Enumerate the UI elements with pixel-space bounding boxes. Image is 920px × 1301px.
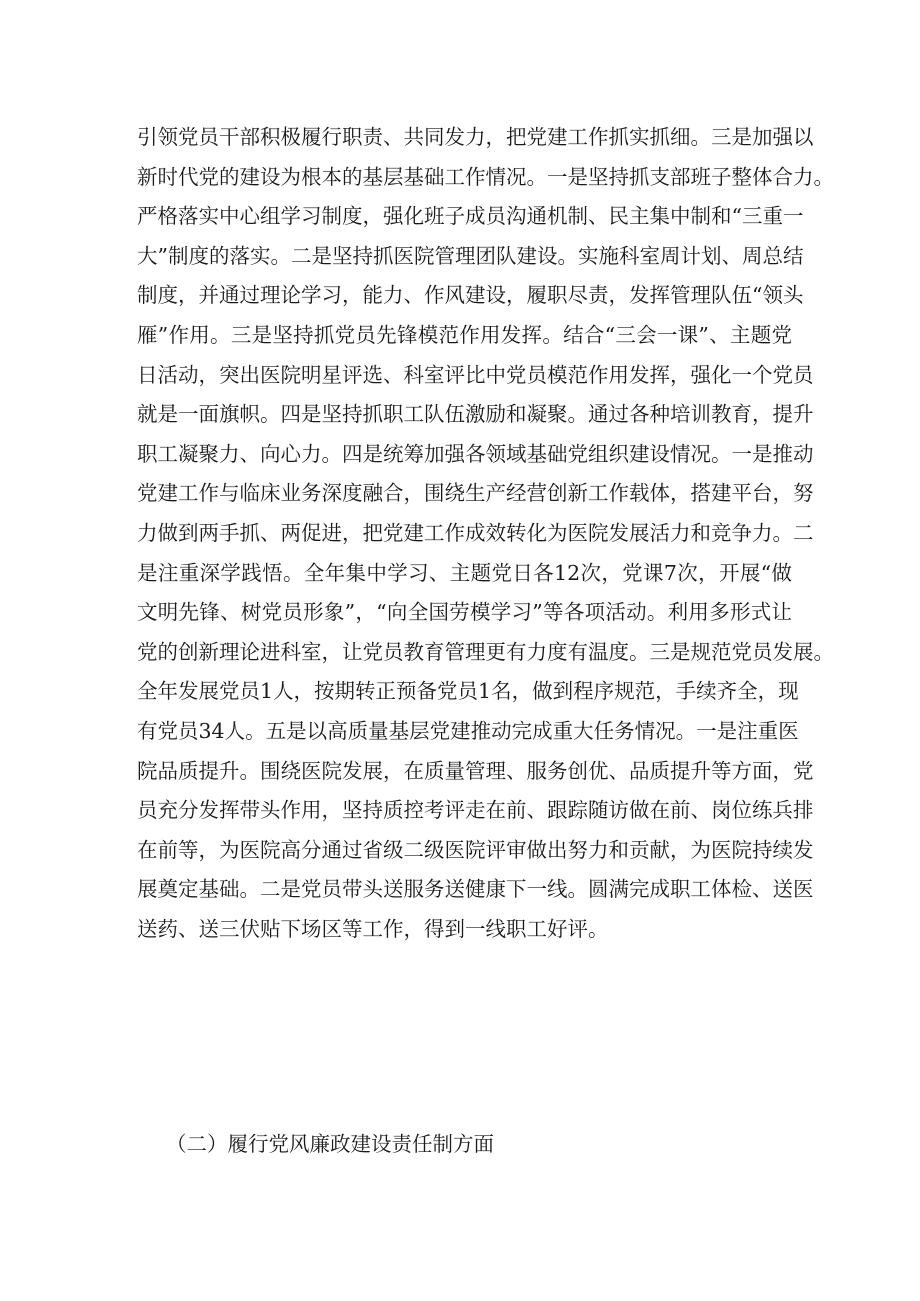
paragraph-line: 员充分发挥带头作用，坚持质控考评走在前、跟踪随访做在前、岗位练兵排 — [137, 798, 814, 823]
paragraph-line: 送药、送三伏贴下场区等工作，得到一线职工好评。 — [137, 916, 609, 941]
paragraph-line: 在前等，为医院高分通过省级二级医院评审做出努力和贡献，为医院持续发 — [137, 837, 814, 862]
paragraph-line: 党建工作与临床业务深度融合，围绕生产经营创新工作载体，搭建平台，努 — [137, 481, 814, 506]
paragraph-line: 日活动，突出医院明星评选、科室评比中党员模范作用发挥，强化一个党员 — [137, 362, 814, 387]
paragraph-line: 有党员34人。五是以高质量基层党建推动完成重大任务情况。一是注重医 — [137, 718, 799, 743]
paragraph-line: 全年发展党员1人，按期转正预备党员1名，做到程序规范，手续齐全，现 — [137, 679, 799, 704]
paragraph-line: 力做到两手抓、两促进，把党建工作成效转化为医院发展活力和竞争力。二 — [137, 520, 814, 545]
paragraph-line: 严格落实中心组学习制度，强化班子成员沟通机制、民主集中制和“三重一 — [137, 204, 804, 229]
paragraph-line: 是注重深学践悟。全年集中学习、主题党日各12次，党课7次，开展“做 — [137, 560, 792, 585]
paragraph-line: 引领党员干部积极履行职责、共同发力，把党建工作抓实抓细。三是加强以 — [137, 125, 814, 149]
paragraph-line: 党的创新理论进科室，让党员教育管理更有力度有温度。三是规范党员发展。 — [137, 639, 834, 664]
paragraph-line: 大”制度的落实。二是坚持抓医院管理团队建设。实施科室周计划、周总结 — [137, 243, 804, 268]
paragraph-line: 就是一面旗帜。四是坚持抓职工队伍激励和凝聚。通过各种培训教育，提升 — [137, 402, 814, 427]
paragraph-line: 院品质提升。围绕医院发展，在质量管理、服务创优、品质提升等方面，党 — [137, 758, 814, 783]
paragraph-line: 雁”作用。三是坚持抓党员先锋模范作用发挥。结合“三会一课”、主题党 — [137, 322, 792, 347]
section-heading: （二）履行党风廉政建设责任制方面 — [166, 1132, 494, 1156]
paragraph-line: 新时代党的建设为根本的基层基础工作情况。一是坚持抓支部班子整体合力。 — [137, 164, 834, 189]
paragraph-line: 制度，并通过理论学习，能力、作风建设，履职尽责，发挥管理队伍“领头 — [137, 283, 804, 308]
paragraph-line: 展奠定基础。二是党员带头送服务送健康下一线。圆满完成职工体检、送医 — [137, 877, 814, 902]
body-paragraph — [137, 118, 834, 949]
paragraph-line: 职工凝聚力、向心力。四是统筹加强各领域基础党组织建设情况。一是推动 — [137, 441, 814, 466]
paragraph-line: 文明先锋、树党员形象”，“向全国劳模学习”等各项活动。利用多形式让 — [137, 600, 792, 625]
